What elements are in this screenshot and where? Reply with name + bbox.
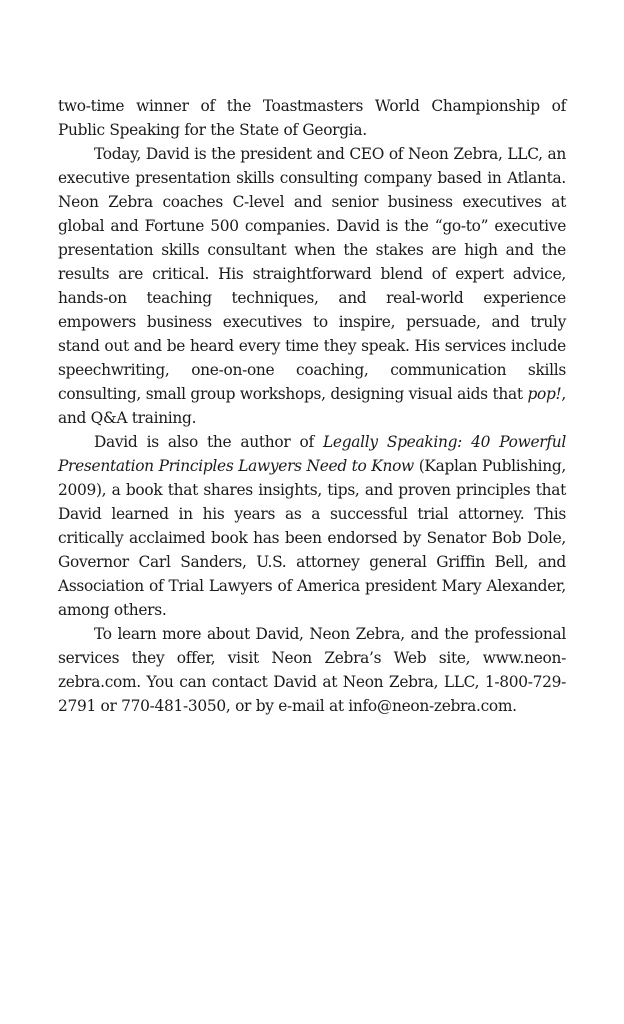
paragraph-text: David is also the author of [94,433,323,451]
paragraph-text: (Kaplan Publishing, 2009), a book that shares insights, tips, and proven principles that David learned in his years as a successful trial attorney. This critically acclaimed book has been endorsed by Senator Bob Dole, Governor Carl Sanders, U.S. attorney general Griffin Bell, and Association of Trial Lawyers of America president Mary Alexander, among others. [58,457,566,619]
paragraph-contact [58,622,566,718]
paragraph-text: To learn more about David, Neon Zebra, and the professional services they offer, visit Neon Zebra’s Web site, www.neon-zebra.com. You can contact David at Neon Zebra, LLC, 1-800-729-2791 or 770-481-3050, or by e-mail at info@neon-zebra.com. [58,625,566,715]
paragraph-neon-zebra [58,142,566,430]
body-text [58,94,566,718]
paragraph-text: , and Q&A training. [58,385,566,427]
paragraph-book [58,430,566,622]
paragraph-text: Today, David is the president and CEO of Neon Zebra, LLC, an executive presentation skills consulting company based in Atlanta. Neon Zebra coaches C-level and senior business executives at global and Fortune 500 companies. David is the “go-to” executive presentation skills consultant when the stakes are high and the results are critical. His straightforward blend of expert advice, hands-on teaching techniques, and real-world experience empowers business executives to inspire, persuade, and truly stand out and be heard every time they speak. His services include speechwriting, one-on-one coaching, communication skills consulting, small group workshops, designing visual aids that [58,145,566,403]
paragraph-continuation [58,94,566,142]
book-title: Legally Speaking: 40 Powerful Presentation Principles Lawyers Need to Know [58,433,566,475]
paragraph-text: two-time winner of the Toastmasters World Championship of Public Speaking for the State of Georgia. [58,97,566,139]
italic-text: pop! [527,385,562,403]
